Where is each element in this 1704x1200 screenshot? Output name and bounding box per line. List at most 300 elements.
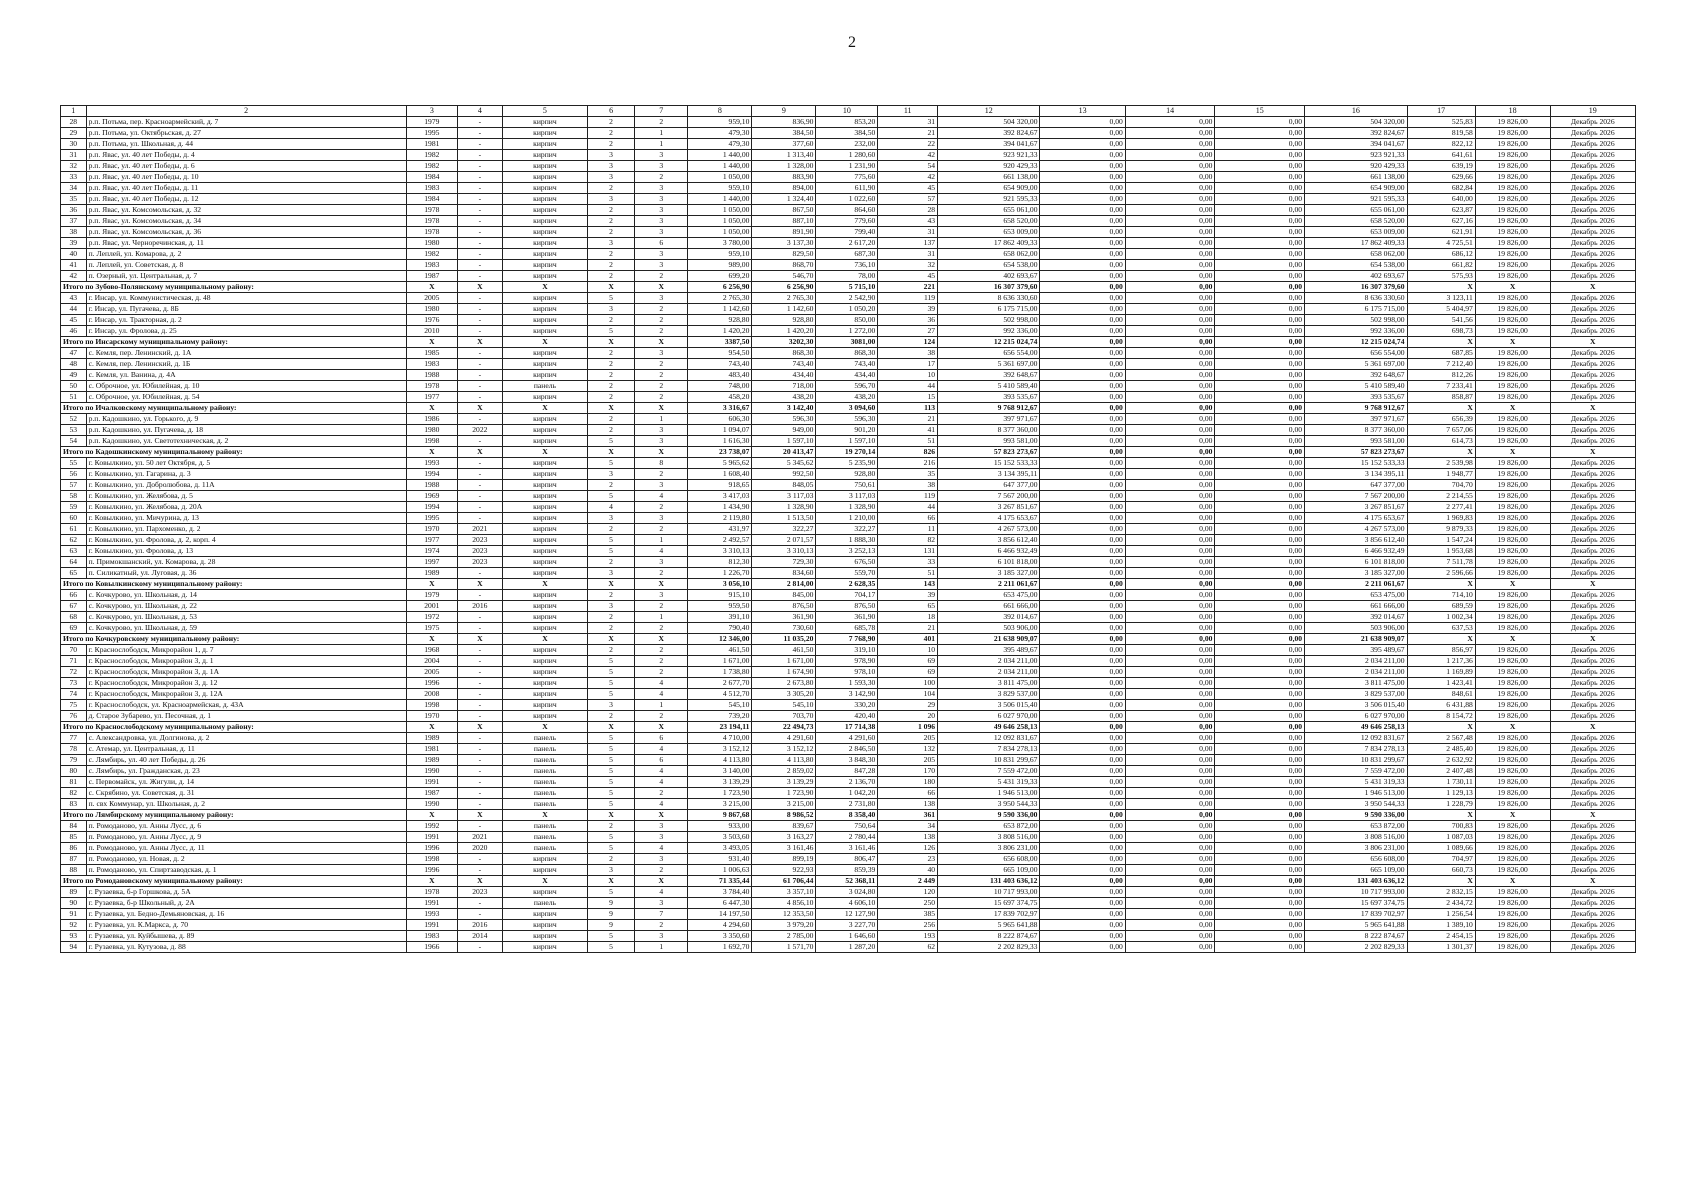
table-cell: - (457, 865, 502, 876)
table-cell: 653 009,00 (1305, 227, 1407, 238)
address-cell: р.п. Явас, ул. 40 лет Победы, д. 6 (86, 161, 406, 172)
table-cell: 21 (878, 623, 938, 634)
table-cell: 0,00 (1125, 304, 1215, 315)
table-cell: 3 161,46 (816, 843, 878, 854)
table-cell: 0,00 (1040, 260, 1125, 271)
table-cell: 131 (878, 546, 938, 557)
total-cell: X (635, 337, 688, 348)
table-cell: Декабрь 2026 (1550, 359, 1636, 370)
table-cell: 545,10 (752, 700, 816, 711)
table-cell: 0,00 (1215, 832, 1305, 843)
table-cell: 19 826,00 (1475, 667, 1550, 678)
table-cell: 4 710,00 (688, 733, 752, 744)
table-cell: 1994 (406, 502, 457, 513)
total-cell: X (457, 634, 502, 645)
table-cell: панель (502, 777, 587, 788)
table-cell: 1994 (406, 469, 457, 480)
table-cell: 1 946 513,00 (938, 788, 1040, 799)
table-cell: 1982 (406, 150, 457, 161)
table-cell: 19 826,00 (1475, 700, 1550, 711)
table-cell: 3 185 327,00 (1305, 568, 1407, 579)
table-cell: 393 535,67 (938, 392, 1040, 403)
table-cell: 0,00 (1040, 755, 1125, 766)
table-cell: 7 511,78 (1407, 557, 1475, 568)
table-cell: 0,00 (1125, 469, 1215, 480)
table-cell: 3 152,12 (688, 744, 752, 755)
table-cell: 31 (878, 249, 938, 260)
table-cell: 5 431 319,33 (938, 777, 1040, 788)
table-cell: 959,10 (688, 249, 752, 260)
table-cell: 2005 (406, 293, 457, 304)
table-cell: Декабрь 2026 (1550, 799, 1636, 810)
table-cell: 0,00 (1125, 425, 1215, 436)
table-cell: 65 (61, 568, 87, 579)
total-cell: 0,00 (1040, 282, 1125, 293)
table-cell: 19 826,00 (1475, 843, 1550, 854)
address-cell: д. Старое Зубарево, ул. Песочная, д. 1 (86, 711, 406, 722)
table-cell: 3 806 231,00 (1305, 843, 1407, 854)
table-cell: 1996 (406, 678, 457, 689)
table-cell: Декабрь 2026 (1550, 194, 1636, 205)
total-cell: X (588, 810, 635, 821)
table-cell: 6 027 970,00 (938, 711, 1040, 722)
table-cell: кирпич (502, 491, 587, 502)
table-cell: 923 921,33 (1305, 150, 1407, 161)
table-cell: 883,90 (752, 172, 816, 183)
column-number: 4 (457, 106, 502, 117)
table-cell: 743,40 (688, 359, 752, 370)
table-cell: 0,00 (1040, 689, 1125, 700)
table-cell: 1 420,20 (688, 326, 752, 337)
table-cell: 1993 (406, 909, 457, 920)
table-cell: 0,00 (1215, 920, 1305, 931)
table-cell: 47 (61, 348, 87, 359)
table-cell: 0,00 (1215, 909, 1305, 920)
table-cell: 138 (878, 799, 938, 810)
total-cell: X (457, 337, 502, 348)
total-cell: 7 768,90 (816, 634, 878, 645)
table-cell: Декабрь 2026 (1550, 150, 1636, 161)
table-cell: 330,20 (816, 700, 878, 711)
table-cell: 3 808 516,00 (938, 832, 1040, 843)
table-cell: 3 806 231,00 (938, 843, 1040, 854)
table-cell: Декабрь 2026 (1550, 832, 1636, 843)
table-cell: Декабрь 2026 (1550, 491, 1636, 502)
total-cell: X (635, 810, 688, 821)
total-cell: 0,00 (1215, 282, 1305, 293)
total-cell: X (1475, 282, 1550, 293)
table-cell: 2 (635, 326, 688, 337)
table-cell: 0,00 (1125, 436, 1215, 447)
table-cell: 1 671,00 (752, 656, 816, 667)
table-cell: 0,00 (1125, 513, 1215, 524)
table-row (61, 590, 1636, 601)
table-cell: 2 731,80 (816, 799, 878, 810)
table-cell: 6 447,30 (688, 898, 752, 909)
table-cell: 2 (635, 469, 688, 480)
table-cell: 100 (878, 678, 938, 689)
table-cell: кирпич (502, 194, 587, 205)
address-cell: п. Ромоданово, ул. Спиртзаводская, д. 1 (86, 865, 406, 876)
table-cell: 1 301,37 (1407, 942, 1475, 953)
table-cell: кирпич (502, 909, 587, 920)
table-cell: 876,50 (752, 601, 816, 612)
table-cell: 3 950 544,33 (938, 799, 1040, 810)
table-cell: 901,20 (816, 425, 878, 436)
table-cell: Декабрь 2026 (1550, 161, 1636, 172)
table-cell: 394 041,67 (1305, 139, 1407, 150)
table-cell: 0,00 (1125, 645, 1215, 656)
table-cell: - (457, 359, 502, 370)
table-cell: 1 616,30 (688, 436, 752, 447)
table-cell: 0,00 (1215, 590, 1305, 601)
table-cell: 0,00 (1040, 612, 1125, 623)
table-cell: 1972 (406, 612, 457, 623)
table-cell: 1 (635, 612, 688, 623)
total-cell: X (1475, 337, 1550, 348)
table-cell: - (457, 348, 502, 359)
table-row (61, 766, 1636, 777)
table-cell: 0,00 (1125, 238, 1215, 249)
table-cell: 4 267 573,00 (938, 524, 1040, 535)
table-cell: 0,00 (1125, 183, 1215, 194)
table-cell: 0,00 (1125, 128, 1215, 139)
table-cell: 4 725,51 (1407, 238, 1475, 249)
table-row (61, 535, 1636, 546)
table-cell: 4 175 653,67 (1305, 513, 1407, 524)
table-cell: 0,00 (1215, 370, 1305, 381)
page-number: 2 (848, 34, 856, 51)
total-cell: X (457, 282, 502, 293)
table-cell: 819,58 (1407, 128, 1475, 139)
total-cell: 2 449 (878, 876, 938, 887)
total-cell: 124 (878, 337, 938, 348)
table-cell: 4 (635, 678, 688, 689)
table-cell: 3 139,29 (752, 777, 816, 788)
table-row (61, 711, 1636, 722)
table-cell: 19 826,00 (1475, 656, 1550, 667)
table-cell: 3 784,40 (688, 887, 752, 898)
table-cell: Декабрь 2026 (1550, 524, 1636, 535)
table-cell: 3 (635, 854, 688, 865)
table-cell: 2 071,57 (752, 535, 816, 546)
table-cell: Декабрь 2026 (1550, 293, 1636, 304)
address-cell: г. Краснослободск, Микрорайон 3, д. 1 (86, 656, 406, 667)
table-row (61, 744, 1636, 755)
table-cell: 43 (61, 293, 87, 304)
table-cell: 3 117,03 (752, 491, 816, 502)
address-cell: р.п. Кадошкино, ул. Светотехническая, д. 2 (86, 436, 406, 447)
table-cell: 5 (588, 843, 635, 854)
table-cell: 5 (588, 755, 635, 766)
table-cell: 63 (61, 546, 87, 557)
table-cell: 0,00 (1040, 744, 1125, 755)
table-cell: 779,60 (816, 216, 878, 227)
table-cell: 839,67 (752, 821, 816, 832)
table-cell: 661 666,00 (1305, 601, 1407, 612)
total-cell: 19 270,14 (816, 447, 878, 458)
table-cell: кирпич (502, 425, 587, 436)
table-cell: 479,30 (688, 139, 752, 150)
table-cell: 17 862 409,33 (1305, 238, 1407, 249)
table-cell: 92 (61, 920, 87, 931)
table-cell: кирпич (502, 920, 587, 931)
table-cell: 2 (588, 425, 635, 436)
table-cell: 637,53 (1407, 623, 1475, 634)
column-number: 1 (61, 106, 87, 117)
address-cell: р.п. Явас, ул. Комсомольская, д. 36 (86, 227, 406, 238)
table-cell: 0,00 (1040, 205, 1125, 216)
table-cell: 2004 (406, 656, 457, 667)
address-cell: р.п. Потьма, ул. Октябрьская, д. 27 (86, 128, 406, 139)
table-row (61, 392, 1636, 403)
table-cell: 682,84 (1407, 183, 1475, 194)
table-cell: 2 (588, 381, 635, 392)
table-cell: 545,10 (688, 700, 752, 711)
table-cell: 1 050,00 (688, 205, 752, 216)
table-row (61, 887, 1636, 898)
table-cell: Декабрь 2026 (1550, 645, 1636, 656)
table-cell: - (457, 216, 502, 227)
table-cell: 79 (61, 755, 87, 766)
table-cell: 1 328,00 (752, 161, 816, 172)
table-cell: 19 826,00 (1475, 150, 1550, 161)
table-row (61, 601, 1636, 612)
table-cell: 44 (878, 502, 938, 513)
table-cell: 0,00 (1215, 414, 1305, 425)
table-cell: кирпич (502, 678, 587, 689)
total-cell: X (457, 810, 502, 821)
table-cell: 2 539,98 (1407, 458, 1475, 469)
table-cell: 438,20 (816, 392, 878, 403)
table-cell: 3 (588, 601, 635, 612)
total-cell: 0,00 (1215, 337, 1305, 348)
total-cell: X (1407, 337, 1475, 348)
table-cell: 0,00 (1215, 854, 1305, 865)
table-cell: - (457, 271, 502, 282)
address-cell: г. Ковылкино, ул. Фролова, д. 13 (86, 546, 406, 557)
table-cell: 1983 (406, 931, 457, 942)
table-cell: 3 142,90 (816, 689, 878, 700)
table-cell: 1 050,00 (688, 227, 752, 238)
table-cell: кирпич (502, 942, 587, 953)
table-cell: 3 829 537,00 (1305, 689, 1407, 700)
address-cell: г. Ковылкино, ул. Желябова, д. 20А (86, 502, 406, 513)
table-cell: 504 320,00 (1305, 117, 1407, 128)
table-cell: 28 (61, 117, 87, 128)
table-cell: 0,00 (1040, 117, 1125, 128)
table-cell: 1982 (406, 249, 457, 260)
table-cell: 94 (61, 942, 87, 953)
table-cell: кирпич (502, 612, 587, 623)
table-cell: 3 979,20 (752, 920, 816, 931)
table-cell: 57 (878, 194, 938, 205)
table-cell: 40 (878, 865, 938, 876)
table-cell: 6 466 932,49 (1305, 546, 1407, 557)
table-cell: 1 953,68 (1407, 546, 1475, 557)
table-cell: 0,00 (1215, 238, 1305, 249)
total-cell: 0,00 (1215, 403, 1305, 414)
table-cell: 0,00 (1040, 766, 1125, 777)
table-cell: 639,19 (1407, 161, 1475, 172)
total-cell: 3 316,67 (688, 403, 752, 414)
table-cell: - (457, 293, 502, 304)
table-cell: 5 965 641,88 (938, 920, 1040, 931)
table-cell: 38 (61, 227, 87, 238)
table-cell: кирпич (502, 535, 587, 546)
table-cell: 993 581,00 (938, 436, 1040, 447)
total-cell: X (406, 403, 457, 414)
table-cell: 0,00 (1040, 216, 1125, 227)
table-cell: Декабрь 2026 (1550, 656, 1636, 667)
table-cell: 3 (635, 348, 688, 359)
total-cell: X (1407, 282, 1475, 293)
table-cell: 0,00 (1215, 271, 1305, 282)
table-cell: 2 202 829,33 (1305, 942, 1407, 953)
table-cell: 58 (61, 491, 87, 502)
table-row (61, 227, 1636, 238)
table-cell: 6 027 970,00 (1305, 711, 1407, 722)
total-cell: 0,00 (1040, 876, 1125, 887)
table-cell: 0,00 (1125, 733, 1215, 744)
table-cell: - (457, 458, 502, 469)
table-cell: 0,00 (1040, 392, 1125, 403)
table-cell: 84 (61, 821, 87, 832)
total-cell: 23 738,07 (688, 447, 752, 458)
table-cell: 39 (61, 238, 87, 249)
table-cell: Декабрь 2026 (1550, 128, 1636, 139)
table-cell: 3 (635, 832, 688, 843)
table-cell: 8 222 874,67 (938, 931, 1040, 942)
table-cell: 30 (61, 139, 87, 150)
table-cell: - (457, 711, 502, 722)
address-cell: р.п. Явас, ул. 40 лет Победы, д. 12 (86, 194, 406, 205)
address-cell: п. Леплей, ул. Комарова, д. 2 (86, 249, 406, 260)
table-cell: панель (502, 832, 587, 843)
table-row (61, 656, 1636, 667)
table-cell: 0,00 (1215, 557, 1305, 568)
column-number: 19 (1550, 106, 1636, 117)
table-cell: - (457, 689, 502, 700)
table-cell: 978,90 (816, 656, 878, 667)
total-cell: X (1550, 722, 1636, 733)
table-cell: 653 872,00 (1305, 821, 1407, 832)
table-cell: 3 215,00 (688, 799, 752, 810)
table-cell: 2 (588, 348, 635, 359)
table-cell: 3 140,00 (688, 766, 752, 777)
total-cell: 143 (878, 579, 938, 590)
table-cell: 86 (61, 843, 87, 854)
table-cell: 2 (635, 381, 688, 392)
table-cell: 0,00 (1125, 348, 1215, 359)
table-cell: Декабрь 2026 (1550, 436, 1636, 447)
table-cell: 81 (61, 777, 87, 788)
table-cell: 1 946 513,00 (1305, 788, 1407, 799)
table-cell: 1995 (406, 128, 457, 139)
table-cell: 19 826,00 (1475, 183, 1550, 194)
table-cell: 661 666,00 (938, 601, 1040, 612)
table-cell: 0,00 (1040, 535, 1125, 546)
table-cell: 1 571,70 (752, 942, 816, 953)
table-cell: 62 (878, 942, 938, 953)
table-cell: - (457, 942, 502, 953)
table-cell: 3 163,27 (752, 832, 816, 843)
table-cell: 2 632,92 (1407, 755, 1475, 766)
table-cell: 3 808 516,00 (1305, 832, 1407, 843)
table-cell: 661 138,00 (1305, 172, 1407, 183)
table-cell: 1 948,77 (1407, 469, 1475, 480)
table-cell: 132 (878, 744, 938, 755)
total-cell: X (502, 447, 587, 458)
table-cell: 3 950 544,33 (1305, 799, 1407, 810)
table-cell: 2 (588, 370, 635, 381)
address-cell: п. Озерный, ул. Центральная, д. 7 (86, 271, 406, 282)
table-cell: 21 (878, 128, 938, 139)
table-cell: 1979 (406, 117, 457, 128)
table-cell: 686,12 (1407, 249, 1475, 260)
table-cell: 76 (61, 711, 87, 722)
total-cell: 9 590 336,00 (1305, 810, 1407, 821)
table-cell: 19 826,00 (1475, 458, 1550, 469)
table-cell: 1978 (406, 205, 457, 216)
table-cell: 0,00 (1040, 865, 1125, 876)
table-cell: 1 440,00 (688, 161, 752, 172)
table-cell: 0,00 (1125, 161, 1215, 172)
table-cell: 0,00 (1125, 172, 1215, 183)
table-cell: 1 169,89 (1407, 667, 1475, 678)
table-cell: 1 597,10 (752, 436, 816, 447)
column-number: 9 (752, 106, 816, 117)
table-cell: 0,00 (1040, 194, 1125, 205)
table-cell: 0,00 (1040, 678, 1125, 689)
table-cell: панель (502, 843, 587, 854)
table-cell: 2021 (457, 524, 502, 535)
table-cell: кирпич (502, 469, 587, 480)
table-cell: 0,00 (1125, 524, 1215, 535)
table-cell: 1989 (406, 568, 457, 579)
table-cell: 596,70 (816, 381, 878, 392)
table-cell: 34 (61, 183, 87, 194)
table-cell: 392 014,67 (938, 612, 1040, 623)
table-cell: 1 287,20 (816, 942, 878, 953)
table-cell: Декабрь 2026 (1550, 238, 1636, 249)
table-cell: 2 034 211,00 (938, 656, 1040, 667)
table-cell: 0,00 (1215, 744, 1305, 755)
column-number: 8 (688, 106, 752, 117)
table-cell: 19 826,00 (1475, 326, 1550, 337)
table-cell: 2 (588, 524, 635, 535)
table-cell: 836,90 (752, 117, 816, 128)
table-cell: 0,00 (1040, 733, 1125, 744)
table-cell: 575,93 (1407, 271, 1475, 282)
table-cell: кирпич (502, 656, 587, 667)
table-cell: 104 (878, 689, 938, 700)
table-cell: 461,50 (688, 645, 752, 656)
table-cell: 19 826,00 (1475, 612, 1550, 623)
table-cell: 0,00 (1040, 414, 1125, 425)
table-cell: 868,30 (752, 348, 816, 359)
table-cell: 35 (61, 194, 87, 205)
table-cell: 19 826,00 (1475, 436, 1550, 447)
table-cell: 50 (61, 381, 87, 392)
table-cell: 2 119,80 (688, 513, 752, 524)
table-cell: 61 (61, 524, 87, 535)
total-cell: 0,00 (1040, 634, 1125, 645)
table-cell: 322,27 (816, 524, 878, 535)
table-cell: 54 (878, 161, 938, 172)
column-number: 15 (1215, 106, 1305, 117)
table-cell: Декабрь 2026 (1550, 568, 1636, 579)
